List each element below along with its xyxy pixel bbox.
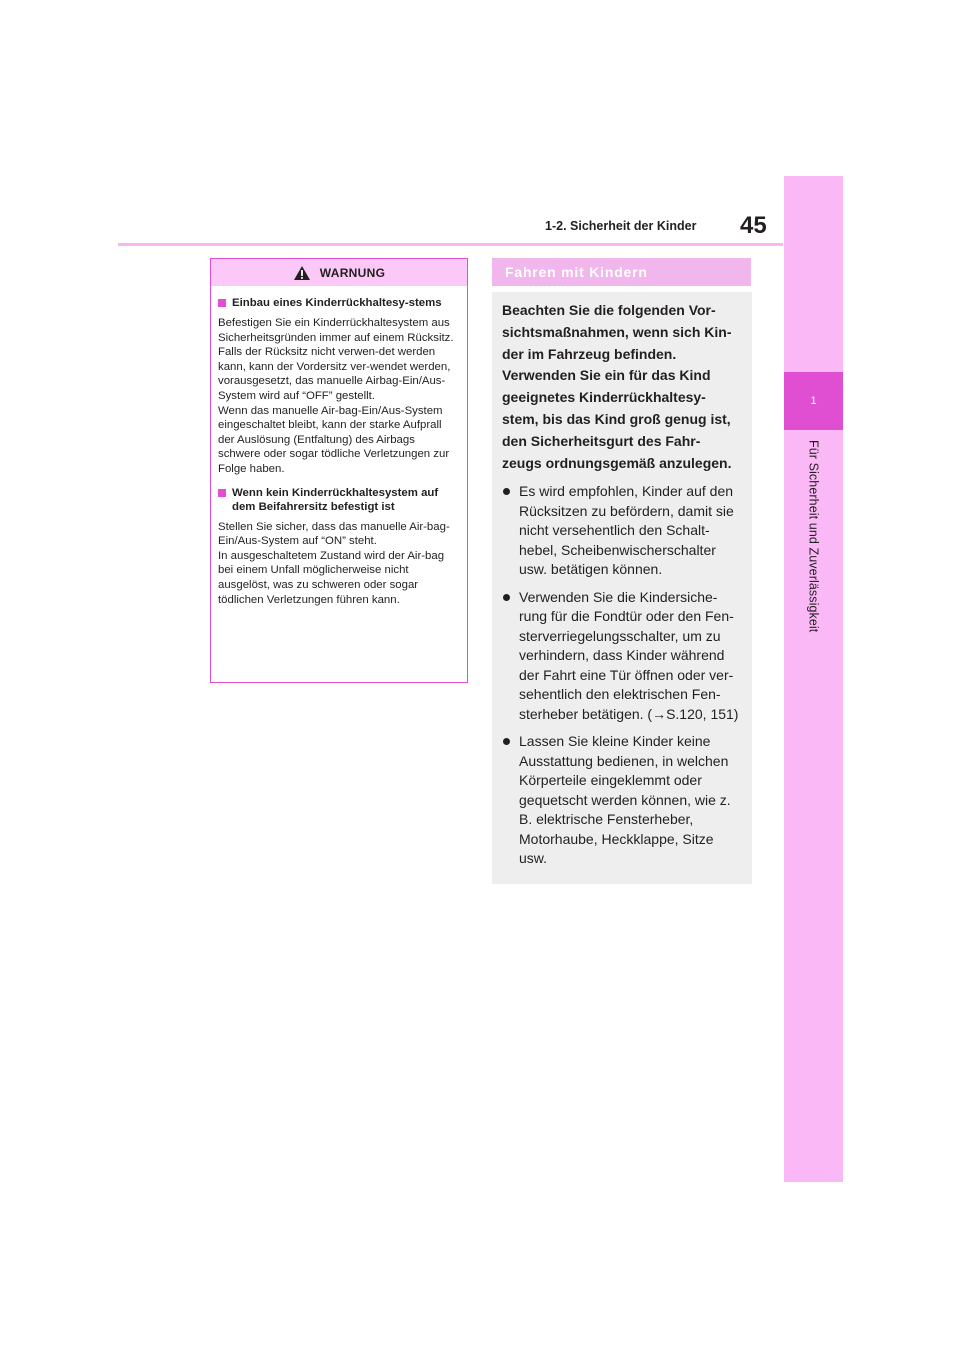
warning-item-text: Stellen Sie sicher, dass das manuelle Air-bag-Ein/Aus-System auf “ON” steht. In ausgeschaltetem Zustand wird der Air-bag bei einem Unfall möglicherweise nicht ausgelöst, was zu schweren oder sogar tödlichen Verletzungen führen kann. — [218, 520, 450, 606]
section-heading: Fahren mit Kindern — [492, 258, 751, 286]
chapter-number-tab[interactable] — [784, 372, 843, 430]
warning-item-text: Befestigen Sie ein Kinderrückhaltesystem aus Sicherheitsgründen immer auf einem Rücksitz. Falls der Rücksitz nicht verwen-det werden kann, kann der Vordersitz ver-wendet werden, vorausgesetzt, das manuelle Airbag-Ein/Aus-System wird auf “OFF” gestellt. Wenn das manuelle Air-bag-Ein/Aus-System eingeschaltet bleibt, kann der starke Aufprall der Auslösung (Entfaltung) des Airbags schwere oder sogar tödliche Verletzungen zur Folge haben. — [218, 317, 454, 475]
page-reference-text[interactable]: Verwenden Sie die Kindersiche-rung für die Fondtür oder den Fen-sterverriegelungsschalter, um zu verhindern, dass Kinder während der Fahrt eine Tür öffnen oder ver-sehentlich den elektrischen Fen-sterheber betätigen. (→S.120, 151) — [519, 588, 739, 722]
list-item: Es wird empfohlen, Kinder auf den Rücksitzen zu befördern, damit sie nicht versehentlich den Schalt-hebel, Scheibenwischerschalter usw. betätigen können. — [502, 482, 740, 580]
side-chapter-tab — [784, 176, 843, 1182]
square-bullet-icon — [218, 299, 226, 307]
chapter-number: 1 — [810, 395, 817, 407]
bullet-dot-icon — [503, 488, 510, 495]
chapter-title: Für Sicherheit und Zuverlässigkeit — [806, 440, 821, 633]
list-item — [502, 588, 740, 725]
warning-item-heading: Wenn kein Kinderrückhaltesystem auf dem Beifahrersitz befestigt ist — [218, 486, 457, 514]
warning-item-heading: Einbau eines Kinderrückhaltesy-stems — [218, 296, 457, 310]
warning-box — [210, 258, 468, 683]
section-body — [492, 292, 752, 884]
warning-triangle-icon — [293, 265, 311, 281]
bullet-dot-icon — [503, 738, 510, 745]
warning-header — [211, 259, 467, 286]
bullet-dot-icon — [503, 594, 510, 601]
running-header: 1-2. Sicherheit der Kinder — [545, 219, 697, 233]
intro-text: Beachten Sie die folgenden Vor-sichtsmaßnahmen, wenn sich Kin-der im Fahrzeug befinden. Verwenden Sie ein für das Kind geeignetes Kinderrückhaltesy-stem, bis das Kind groß genug ist, den Sicherheitsgurt des Fahr-zeugs ordnungsgemäß anzulegen. — [502, 302, 732, 471]
warning-title: WARNUNG — [319, 265, 386, 280]
page-number: 45 — [740, 212, 767, 239]
list-item: Lassen Sie kleine Kinder keine Ausstattung bedienen, in welchen Körperteile eingeklemmt oder gequetscht werden können, wie z. B. elektrische Fensterheber, Motorhaube, Heckklappe, Sitze usw. — [502, 732, 740, 869]
chapter-title-tab — [784, 440, 843, 660]
square-bullet-icon — [218, 489, 226, 497]
header-rule — [118, 243, 783, 246]
